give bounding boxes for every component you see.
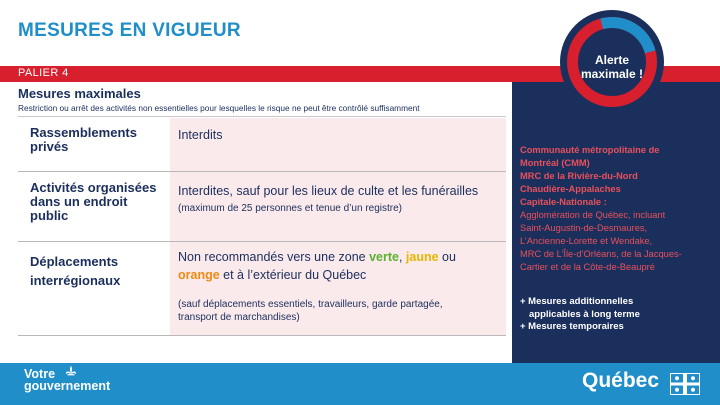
row-divider [18, 335, 506, 336]
additional-item: + Mesures additionnelles applicables à long terme [520, 296, 640, 320]
votre-gouvernement-logo[interactable]: Votre gouvernement [24, 367, 111, 393]
region-detail-line: MRC de L’Île-d’Orléans, de la Jacques- [520, 249, 682, 259]
region-bold-line: Montréal (CMM) [520, 158, 590, 168]
quebec-wordmark[interactable]: Québec [582, 369, 660, 392]
table-row [18, 242, 506, 336]
table-row [18, 172, 506, 242]
region-bold-line: MRC de la Rivière-du-Nord [520, 171, 638, 181]
palier-label: PALIER 4 [18, 67, 69, 79]
measures-heading: Mesures maximales [18, 86, 141, 101]
row-note: (maximum de 25 personnes et tenue d’un registre) [178, 203, 403, 214]
alert-badge [574, 53, 650, 81]
zone-green: verte [369, 250, 399, 264]
quebec-flag-icon [670, 373, 700, 395]
additional-measures [520, 296, 716, 334]
region-bold-line: Communauté métropolitaine de [520, 145, 660, 155]
row-value: Interdits [178, 128, 223, 142]
alert-line2: maximale ! [580, 67, 644, 81]
region-bold-line: Capitale-Nationale : [520, 197, 607, 207]
row-label: Activités organisées dans un endroit public [30, 180, 157, 223]
additional-item: + Mesures temporaires [520, 321, 624, 332]
row-value: Interdites, sauf pour les lieux de culte et les funérailles [178, 184, 479, 198]
row-note: (sauf déplacements essentiels, travailleurs, garde partagée, transport de marchandises) [178, 299, 443, 323]
region-detail-line: Agglomération de Québec, incluant [520, 210, 666, 220]
row-value-cont: orange et à l’extérieur du Québec [178, 268, 367, 282]
row-label: Déplacements interrégionaux [30, 254, 121, 288]
page-title: MESURES EN VIGUEUR [18, 20, 241, 41]
zone-yellow: jaune [405, 250, 439, 264]
region-bold-line: Chaudière-Appalaches [520, 184, 621, 194]
region-detail-line: Cartier et de la Côte-de-Beaupré [520, 262, 655, 272]
regions-list [520, 144, 716, 274]
region-detail-line: Saint-Augustin-de-Desmaures, [520, 223, 648, 233]
alert-line1: Alerte [594, 53, 629, 67]
measures-subheading: Restriction ou arrêt des activités non essentielles pour lesquelles le risque ne peut être contrôlé suffisamment [18, 103, 420, 113]
table-row [18, 118, 506, 172]
row-value: Non recommandés vers une zone verte, jaune ou [178, 250, 456, 264]
row-label: Rassemblements privés [30, 125, 137, 154]
divider [18, 116, 506, 117]
fleur-de-lis-icon [64, 365, 78, 379]
zone-orange: orange [178, 268, 220, 282]
region-detail-line: L’Ancienne-Lorette et Wendake, [520, 236, 653, 246]
footer [0, 363, 720, 405]
